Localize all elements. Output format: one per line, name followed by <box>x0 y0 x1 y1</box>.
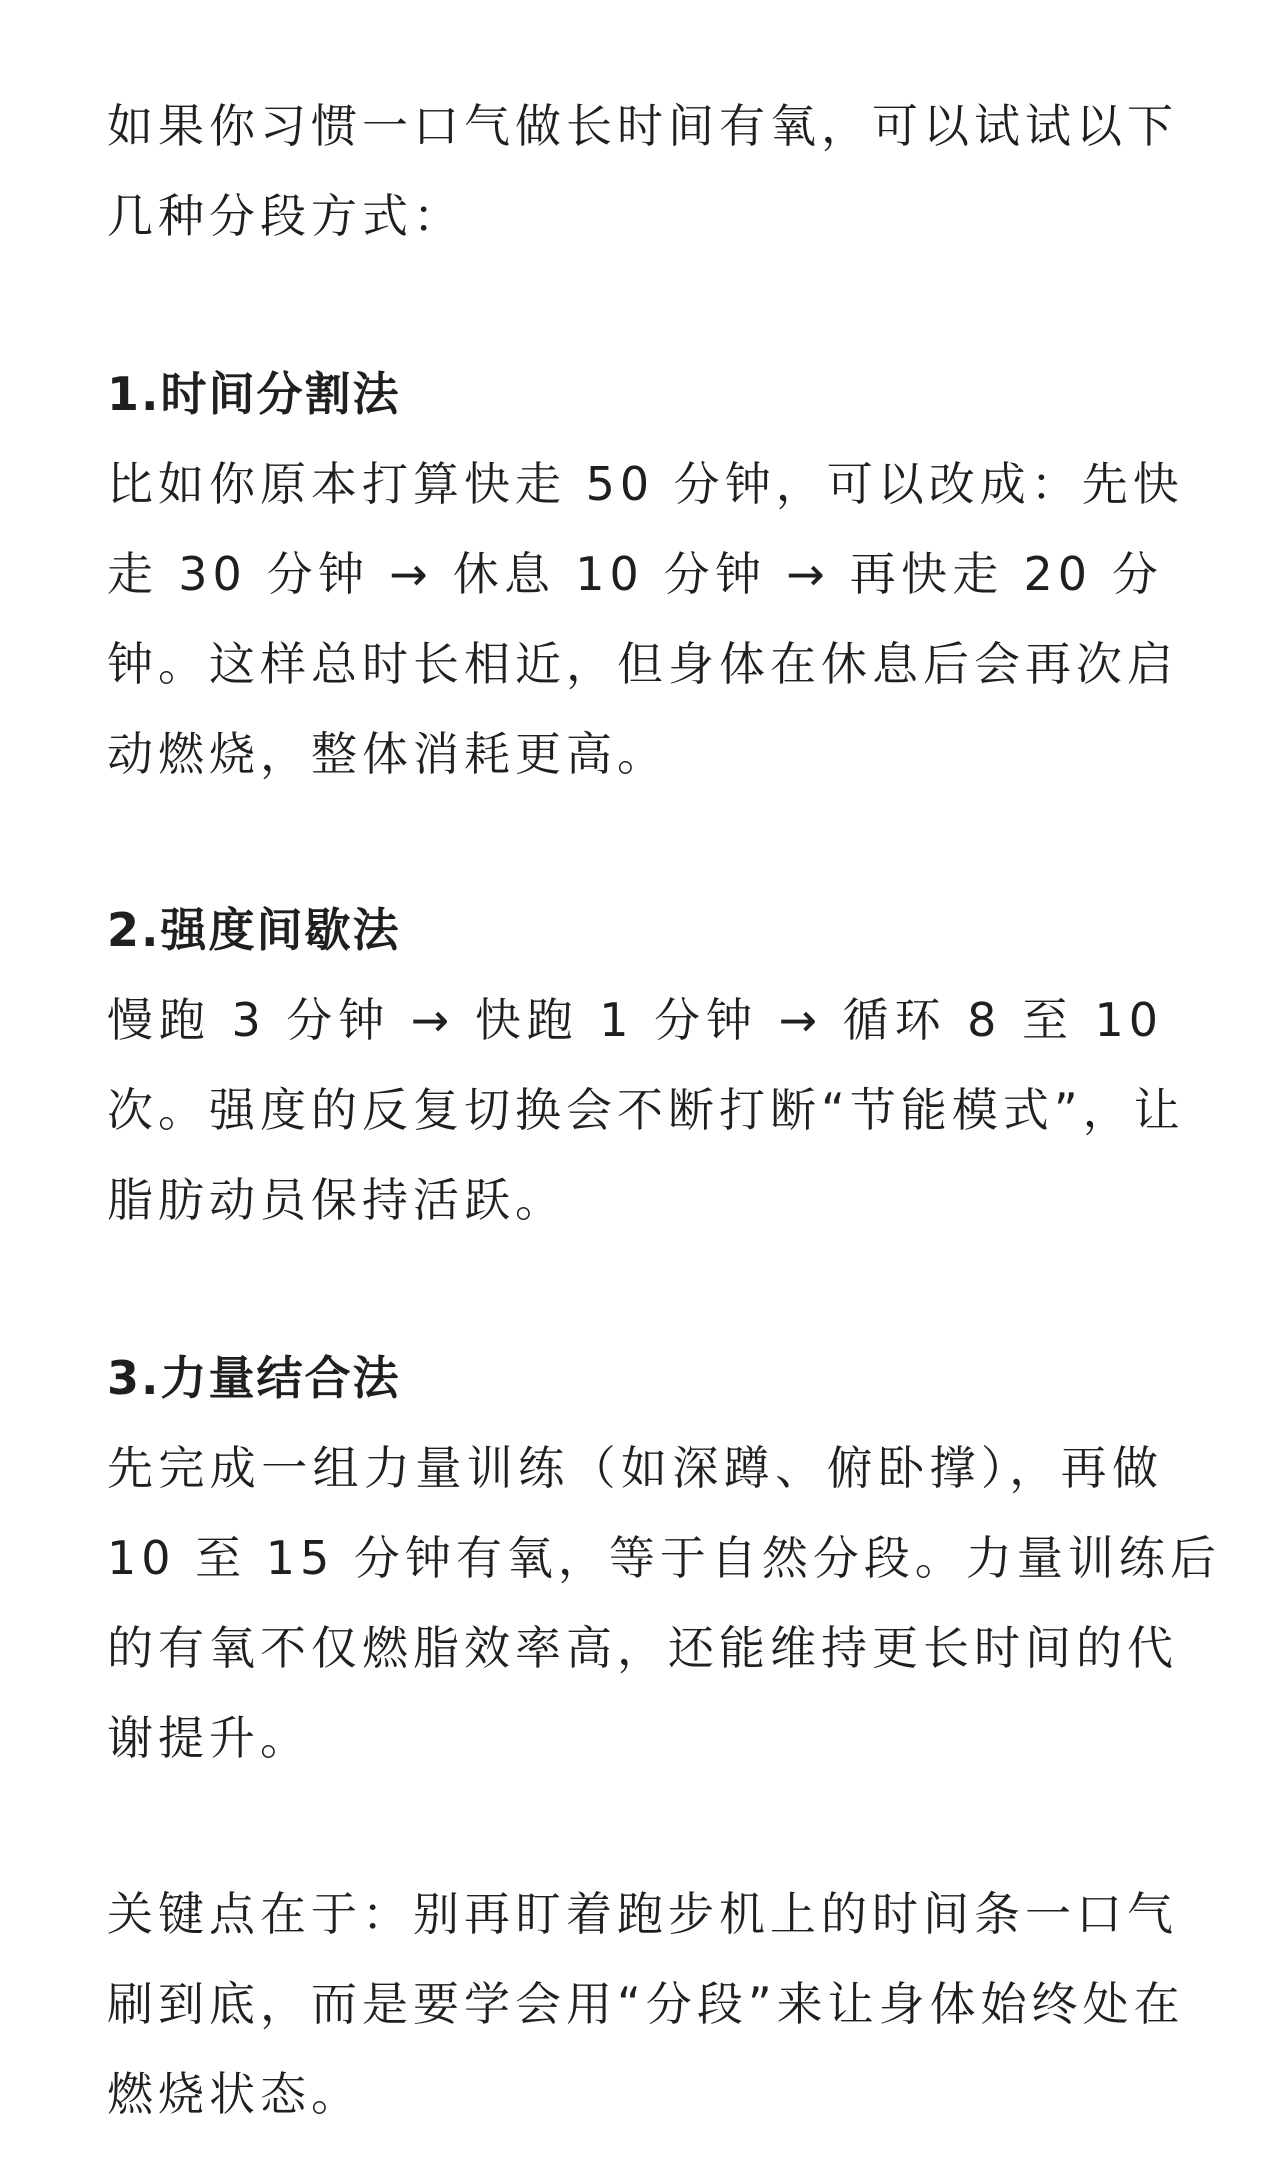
section-line: 动燃烧，整体消耗更高。 <box>107 727 668 781</box>
section-line: 的有氧不仅燃脂效率高，还能维持更长时间的代 <box>107 1621 1178 1675</box>
section-line: 10 至 15 分钟有氧，等于自然分段。力量训练后 <box>107 1531 1221 1585</box>
conclusion-line: 燃烧状态。 <box>107 2067 362 2121</box>
section-heading: 1.时间分割法 <box>107 367 401 421</box>
section-line: 走 30 分钟 → 休息 10 分钟 → 再快走 20 分 <box>107 547 1163 601</box>
section-line: 谢提升。 <box>107 1711 311 1765</box>
section-line: 先完成一组力量训练（如深蹲、俯卧撑），再做 <box>107 1441 1163 1495</box>
section-line: 钟。这样总时长相近，但身体在休息后会再次启 <box>107 637 1178 691</box>
conclusion-line: 关键点在于：别再盯着跑步机上的时间条一口气 <box>107 1887 1178 1941</box>
section-line: 脂肪动员保持活跃。 <box>107 1173 566 1227</box>
section-line: 比如你原本打算快走 50 分钟，可以改成：先快 <box>107 457 1184 511</box>
conclusion-line: 刷到底，而是要学会用“分段”来让身体始终处在 <box>107 1977 1185 2031</box>
intro-line: 几种分段方式： <box>107 189 464 243</box>
section-line: 次。强度的反复切换会不断打断“节能模式”，让 <box>107 1083 1185 1137</box>
intro-line: 如果你习惯一口气做长时间有氧，可以试试以下 <box>107 99 1178 153</box>
section-heading: 3.力量结合法 <box>107 1351 401 1405</box>
section-heading: 2.强度间歇法 <box>107 903 401 957</box>
section-line: 慢跑 3 分钟 → 快跑 1 分钟 → 循环 8 至 10 <box>107 993 1163 1047</box>
